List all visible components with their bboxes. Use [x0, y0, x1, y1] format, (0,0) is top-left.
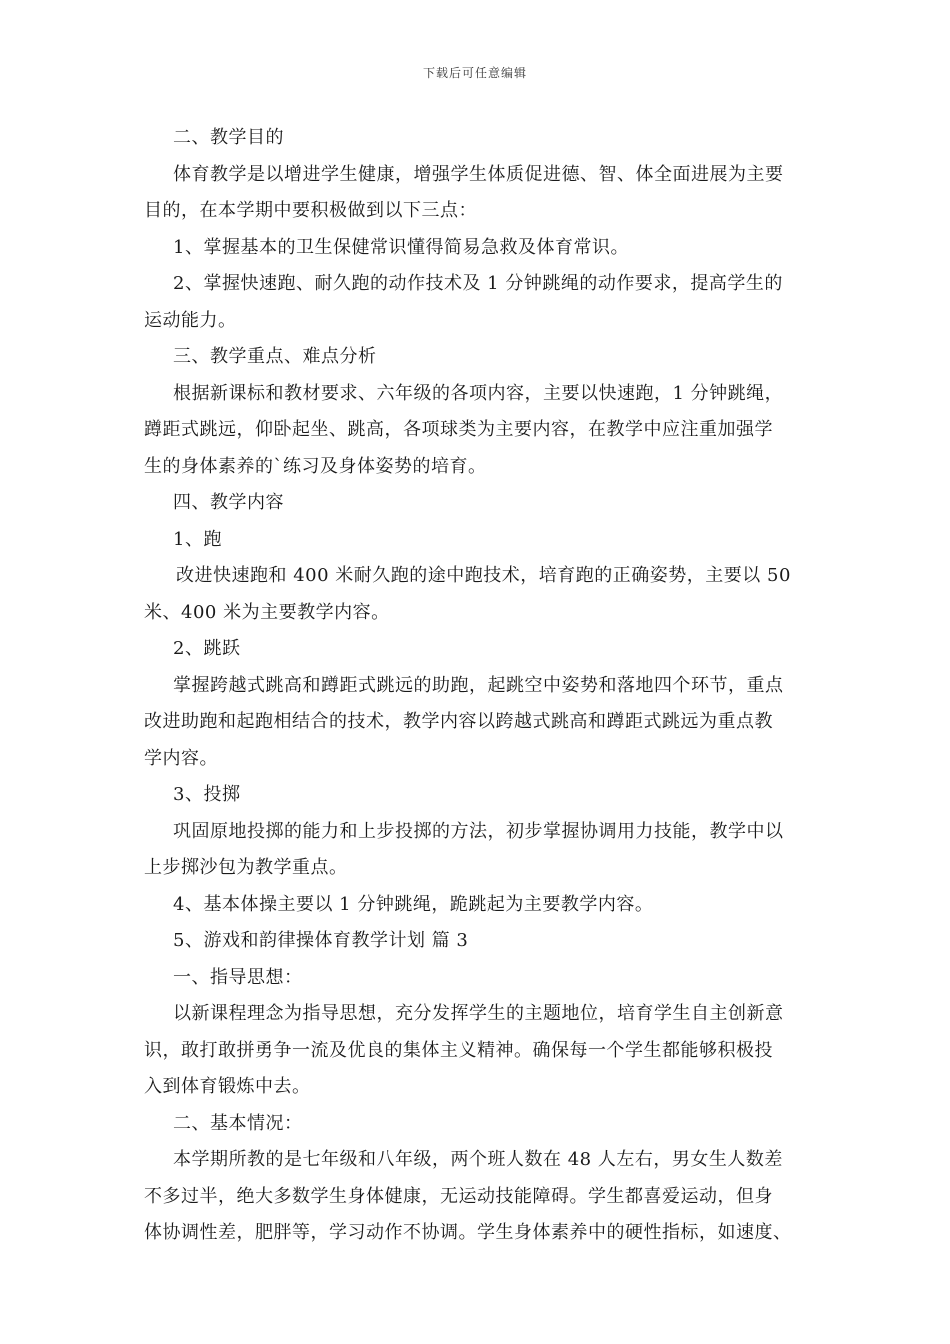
paragraph-line: 体协调性差，肥胖等，学习动作不协调。学生身体素养中的硬性指标，如速度、 [144, 1222, 792, 1243]
list-item: 1、掌握基本的卫生保健常识懂得简易急救及体育常识。 [173, 236, 629, 258]
paragraph-line: 不多过半，绝大多数学生身体健康，无运动技能障碍。学生都喜爱运动，但身 [144, 1185, 773, 1207]
section-heading-basic-situation: 二、基本情况： [173, 1112, 303, 1134]
paragraph-line: 识，敢打敢拼勇争一流及优良的集体主义精神。确保每一个学生都能够积极投 [144, 1039, 773, 1061]
paragraph-line: 以新课程理念为指导思想，充分发挥学生的主题地位，培育学生自主创新意 [173, 1003, 784, 1024]
paragraph-line: 米、400 米为主要教学内容。 [144, 601, 390, 623]
section-heading-guiding-ideology: 一、指导思想： [173, 966, 303, 988]
list-item: 5、游戏和韵律操体育教学计划 篇 3 [173, 930, 469, 951]
paragraph-line: 根据新课标和教材要求、六年级的各项内容，主要以快速跑，1 分钟跳绳， [173, 382, 784, 404]
paragraph-line: 体育教学是以增进学生健康，增强学生体质促进德、智、体全面进展为主要 [173, 163, 784, 185]
paragraph-line: 目的，在本学期中要积极做到以下三点： [144, 200, 477, 221]
subheading-throwing: 3、投掷 [173, 784, 241, 805]
paragraph-line: 学内容。 [144, 747, 218, 769]
section-heading-key-points: 三、教学重点、难点分析 [173, 346, 377, 367]
document-body [144, 120, 814, 1252]
paragraph-line: 本学期所教的是七年级和八年级，两个班人数在 48 人左右，男女生人数差 [173, 1149, 783, 1170]
paragraph-line: 改进助跑和起跑相结合的技术，教学内容以跨越式跳高和蹲距式跳远为重点教 [144, 711, 773, 732]
paragraph-line: 入到体育锻炼中去。 [144, 1076, 311, 1097]
list-item: 4、基本体操主要以 1 分钟跳绳，跪跳起为主要教学内容。 [173, 893, 654, 915]
paragraph-line: 巩固原地投掷的能力和上步投掷的方法，初步掌握协调用力技能，教学中以 [173, 820, 784, 842]
paragraph-line: 掌握跨越式跳高和蹲距式跳远的助跑，起跳空中姿势和落地四个环节，重点 [173, 674, 784, 696]
list-item: 2、掌握快速跑、耐久跑的动作技术及 1 分钟跳绳的动作要求，提高学生的 [173, 273, 783, 294]
section-heading-teaching-content: 四、教学内容 [173, 492, 284, 513]
paragraph-line: 上步掷沙包为教学重点。 [144, 857, 348, 878]
subheading-running: 1、跑 [173, 528, 222, 550]
subheading-jumping: 2、跳跃 [173, 638, 241, 659]
paragraph-line: 生的身体素养的`练习及身体姿势的培育。 [144, 455, 487, 477]
section-heading-teaching-objectives: 二、教学目的 [173, 127, 284, 148]
paragraph-line: 蹲距式跳远，仰卧起坐、跳高，各项球类为主要内容，在教学中应注重加强学 [144, 419, 773, 440]
paragraph-line: 改进快速跑和 400 米耐久跑的途中跑技术，培育跑的正确姿势，主要以 50 [176, 565, 791, 586]
paragraph-line: 运动能力。 [144, 309, 237, 331]
page-header: 下载后可任意编辑 [422, 66, 527, 80]
